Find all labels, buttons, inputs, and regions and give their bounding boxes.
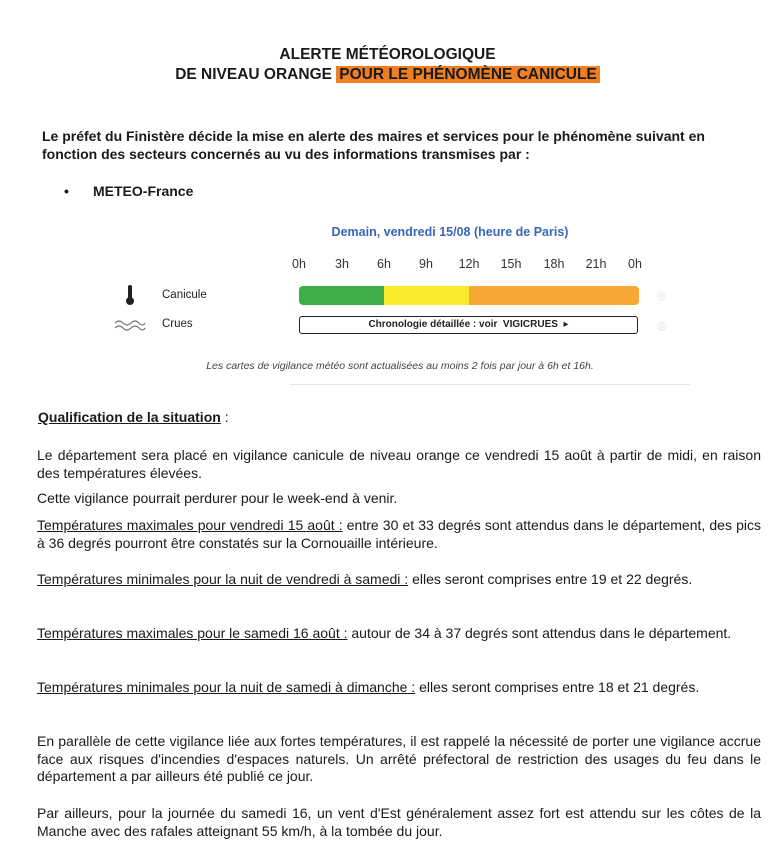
hour-label: 12h xyxy=(458,257,480,271)
paragraph-text: elles seront comprises entre 19 et 22 degrés. xyxy=(408,571,693,587)
paragraph xyxy=(37,490,761,508)
divider xyxy=(290,384,690,385)
vigilance-segment-yellow xyxy=(384,286,469,305)
vigilance-segment-green xyxy=(299,286,384,305)
paragraph xyxy=(37,571,761,589)
hour-label: 0h xyxy=(292,257,306,271)
canicule-label: Canicule xyxy=(162,289,207,301)
paragraph-label: Températures maximales pour vendredi 15 août : xyxy=(37,517,343,533)
subtitle-highlight: POUR LE PHÉNOMÈNE CANICULE xyxy=(336,66,600,83)
qualification-heading xyxy=(38,409,229,425)
bullet-dot: • xyxy=(64,183,69,199)
crues-chronologie-box[interactable] xyxy=(299,316,638,334)
paragraph-text: autour de 34 à 37 degrés sont attendus dans le département. xyxy=(347,625,732,641)
paragraph-text: Par ailleurs, pour la journée du samedi 16, un vent d'Est généralement assez fort est attendu sur les côtes de la Manche avec des rafales atteignant 55 km/h, à la tombée du jour. xyxy=(37,805,761,839)
paragraph xyxy=(37,517,761,552)
arrow-right-icon: ▸ xyxy=(563,319,569,330)
hour-label: 18h xyxy=(543,257,565,271)
paragraph xyxy=(37,805,761,840)
hour-label: 3h xyxy=(335,257,349,271)
thermometer-icon xyxy=(124,284,136,311)
crues-label: Crues xyxy=(162,318,193,330)
vigicrues-logo: VIGICRUES xyxy=(502,319,558,330)
vigilance-title: Demain, vendredi 15/08 (heure de Paris) xyxy=(331,225,569,239)
vigilance-segment-orange xyxy=(469,286,639,305)
paragraph-label: Températures minimales pour la nuit de samedi à dimanche : xyxy=(37,679,416,695)
subtitle-prefix: DE NIVEAU ORANGE xyxy=(175,66,332,83)
hour-label: 6h xyxy=(377,257,391,271)
paragraph-text: elles seront comprises entre 18 et 21 degrés. xyxy=(415,679,700,695)
paragraph xyxy=(37,625,761,643)
paragraph xyxy=(37,679,761,697)
waves-icon xyxy=(114,318,146,337)
intro-paragraph: Le préfet du Finistère décide la mise en alerte des maires et services pour le phénomène suivant en fonction des secteurs concernés au vu des informations transmises par : xyxy=(42,128,705,162)
paragraph-text: En parallèle de cette vigilance liée aux fortes températures, il est rappelé la nécessité de porter une vigilance accrue face aux risques d'incendies d'espaces naturels. Un arrêté préfectoral de restriction des usages du feu dans le département a par ailleurs été publié ce jour. xyxy=(37,733,761,784)
paragraph-text: entre 30 et 33 degrés sont attendus dans le département, des pics à 36 degrés pourront être constatés sur la Cornouaille intérieure. xyxy=(37,517,761,551)
paragraph xyxy=(37,447,761,482)
vigilance-note: Les cartes de vigilance météo sont actualisées au moins 2 fois par jour à 6h et 16h. xyxy=(206,360,594,372)
eye-icon: ◎ xyxy=(657,320,667,332)
paragraph-text: Le département sera placé en vigilance canicule de niveau orange ce vendredi 15 août à partir de midi, en raison des températures élevées. xyxy=(37,447,761,481)
hour-label: 21h xyxy=(585,257,607,271)
document-subtitle xyxy=(0,66,775,84)
hour-label: 15h xyxy=(500,257,522,271)
hour-label: 9h xyxy=(419,257,433,271)
crues-text: Chronologie détaillée : voir xyxy=(368,319,498,330)
document-title: ALERTE MÉTÉOROLOGIQUE xyxy=(279,46,496,63)
qualification-heading-text: Qualification de la situation xyxy=(38,409,221,425)
paragraph-label: Températures maximales pour le samedi 16 août : xyxy=(37,625,348,641)
hour-label: 0h xyxy=(628,257,642,271)
qualification-heading-suffix: : xyxy=(220,409,229,425)
source-item: METEO-France xyxy=(93,183,194,199)
paragraph xyxy=(37,733,761,786)
eye-icon: ◎ xyxy=(657,290,667,302)
paragraph-text: Cette vigilance pourrait perdurer pour le week-end à venir. xyxy=(37,490,398,506)
paragraph-label: Températures minimales pour la nuit de vendredi à samedi : xyxy=(37,571,409,587)
